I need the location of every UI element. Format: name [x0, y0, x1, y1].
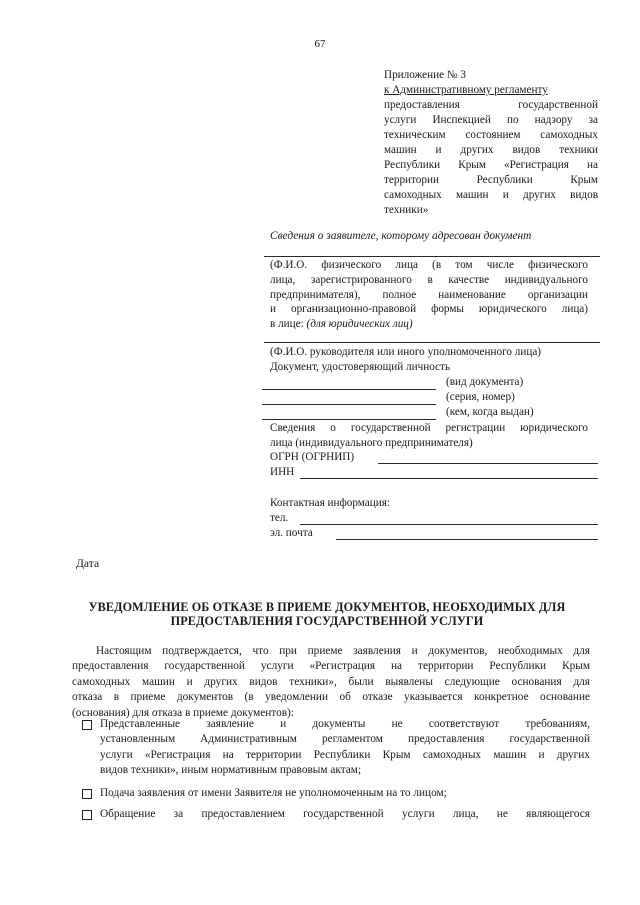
reason-line: установленным Административным регламентом предоставления государственной — [100, 733, 590, 746]
inn-label: ИНН — [270, 466, 295, 478]
appendix-line: предоставления государственной — [384, 99, 598, 111]
applicant-line: лица, зарегистрированного в качестве индивидуального — [270, 273, 588, 286]
representative-block — [270, 345, 588, 375]
contacts-title: Контактная информация: — [270, 497, 390, 509]
email-line[interactable] — [336, 539, 598, 540]
registration-block — [270, 421, 588, 451]
appendix-line: территории Республики Крым — [384, 174, 598, 186]
intro-line: предоставления государственной услуги «Регистрация на территории Республики Крым — [72, 660, 590, 673]
inn-line[interactable] — [300, 478, 598, 479]
checkbox[interactable] — [82, 720, 92, 730]
appendix-line: к Административному регламенту — [384, 84, 548, 96]
divider — [264, 342, 600, 343]
applicant-caption: Сведения о заявителе, которому адресован документ — [270, 230, 532, 242]
heading-line: УВЕДОМЛЕНИЕ ОБ ОТКАЗЕ В ПРИЕМЕ ДОКУМЕНТОВ, НЕОБХОДИМЫХ ДЛЯ — [88, 600, 566, 614]
appendix-line: техническим состоянием самоходных — [384, 129, 598, 141]
doc-issued-caption: (кем, когда выдан) — [446, 406, 534, 418]
reason-item — [82, 717, 590, 779]
page-number: 67 — [314, 38, 326, 50]
ogrn-line[interactable] — [378, 463, 598, 464]
in-person-label: в лице: — [270, 318, 304, 331]
reason-item — [82, 786, 590, 801]
intro-line: самоходных машин и других видов техники», были выявлены следующие основания для — [72, 675, 590, 688]
reason-line: Обращение за предоставлением государственной услуги лица, не являющегося — [100, 808, 590, 820]
doc-type-line[interactable] — [262, 389, 436, 390]
intro-line: отказа в приеме документов (в уведомлении об отказе указывается конкретное основание — [72, 691, 590, 704]
doc-type-caption: (вид документа) — [446, 376, 524, 388]
identity-document-label: Документ, удостоверяющий личность — [270, 360, 451, 373]
applicant-line: (Ф.И.О. физического лица (в том числе физического — [270, 259, 588, 271]
reason-line: видов техники», иным нормативным правовым актам; — [100, 764, 362, 777]
heading-line: ПРЕДОСТАВЛЕНИЯ ГОСУДАРСТВЕННОЙ УСЛУГИ — [170, 614, 484, 628]
reason-item — [82, 807, 590, 822]
document-heading — [72, 600, 582, 628]
doc-series-caption: (серия, номер) — [446, 391, 515, 403]
appendix-line: услуги Инспекцией по надзору за — [384, 114, 598, 126]
doc-series-line[interactable] — [262, 404, 436, 405]
registration-line: Сведения о государственной регистрации юридического — [270, 422, 588, 434]
appendix-line: Республики Крым «Регистрация на — [384, 159, 598, 171]
appendix-header — [384, 68, 598, 218]
reason-line: Подача заявления от имени Заявителя не уполномоченным на то лицом; — [100, 787, 447, 799]
appendix-line: Приложение № 3 — [384, 69, 466, 81]
email-label: эл. почта — [270, 527, 313, 539]
applicant-line: и организационно-правовой формы юридического лица) — [270, 303, 588, 316]
phone-line[interactable] — [300, 524, 598, 525]
appendix-line: техники» — [384, 204, 429, 216]
doc-issued-line[interactable] — [262, 419, 436, 420]
phone-label: тел. — [270, 512, 289, 524]
appendix-line: машин и других видов техники — [384, 144, 598, 156]
in-person-row — [270, 317, 588, 332]
checkbox[interactable] — [82, 810, 92, 820]
checkbox[interactable] — [82, 789, 92, 799]
registration-line: лица (индивидуального предпринимателя) — [270, 436, 473, 449]
in-person-note: (для юридических лиц) — [306, 318, 413, 331]
intro-line: (основания) для отказа в приеме документов): — [72, 706, 294, 719]
applicant-line: предпринимателя), полное наименование организации — [270, 288, 588, 301]
intro-line: Настоящим подтверждается, что при приеме заявления и документов, необходимых для — [96, 645, 590, 657]
intro-paragraph — [72, 644, 590, 721]
reason-line: Представленные заявление и документы не соответствуют требованиям, — [100, 718, 590, 730]
ogrn-label: ОГРН (ОГРНИП) — [270, 451, 355, 463]
date-label: Дата — [76, 557, 100, 570]
divider — [264, 256, 600, 257]
representative-line: (Ф.И.О. руководителя или иного уполномоченного лица) — [270, 346, 542, 358]
applicant-block — [270, 258, 588, 332]
appendix-line: самоходных машин и других видов — [384, 189, 598, 201]
reason-line: услуги «Регистрация на территории Республики Крым самоходных машин и других — [100, 748, 590, 761]
